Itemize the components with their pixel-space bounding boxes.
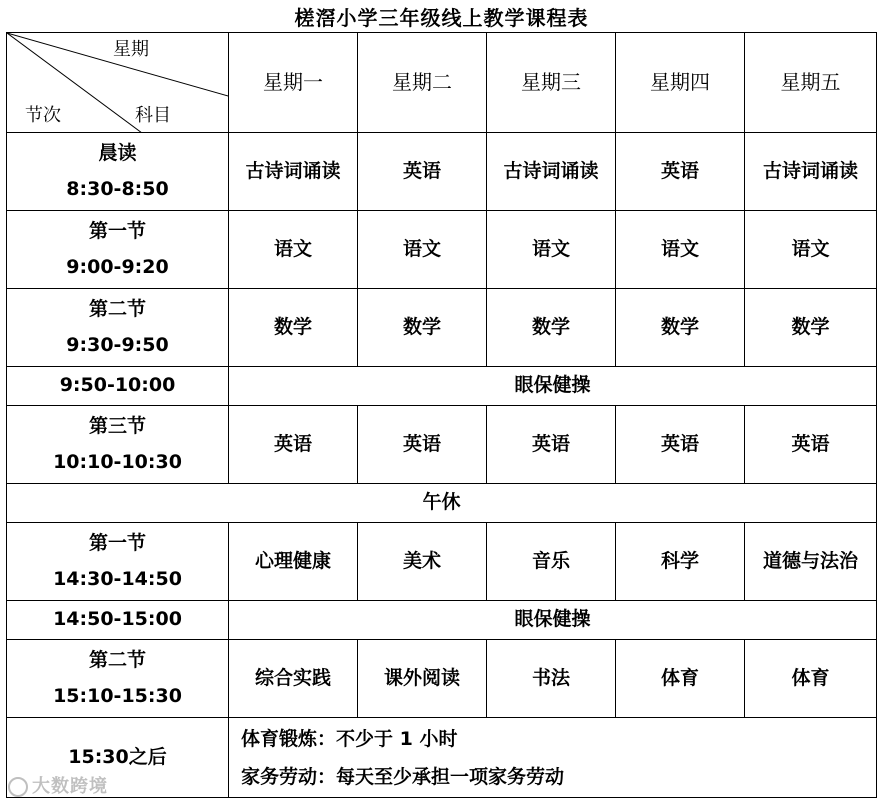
subject-cell: 综合实践 — [229, 640, 358, 718]
subject-cell: 语文 — [229, 211, 358, 289]
lunch-break-cell: 午休 — [7, 484, 877, 523]
table-row — [7, 601, 877, 640]
subject-cell: 科学 — [616, 523, 745, 601]
period-cell — [7, 523, 229, 601]
subject-cell: 英语 — [358, 133, 487, 211]
subject-cell: 英语 — [616, 133, 745, 211]
table-row — [7, 133, 877, 211]
subject-cell: 体育 — [745, 640, 877, 718]
period-time: 8:30-8:50 — [66, 177, 169, 200]
period-time: 14:30-14:50 — [53, 567, 182, 590]
subject-cell: 书法 — [487, 640, 616, 718]
period-time: 9:30-9:50 — [66, 333, 169, 356]
day-header: 星期四 — [616, 33, 745, 133]
subject-cell: 英语 — [487, 406, 616, 484]
subject-cell: 语文 — [616, 211, 745, 289]
period-time: 10:10-10:30 — [53, 450, 182, 473]
period-time: 9:50-10:00 — [7, 367, 229, 406]
table-row — [7, 523, 877, 601]
corner-subject-label: 科目 — [135, 105, 171, 126]
table-row — [7, 289, 877, 367]
eye-exercise-cell: 眼保健操 — [229, 601, 877, 640]
subject-cell: 英语 — [745, 406, 877, 484]
table-row — [7, 211, 877, 289]
subject-cell: 体育 — [616, 640, 745, 718]
subject-cell: 古诗词诵读 — [229, 133, 358, 211]
day-header: 星期一 — [229, 33, 358, 133]
period-cell — [7, 640, 229, 718]
subject-cell: 课外阅读 — [358, 640, 487, 718]
day-header: 星期二 — [358, 33, 487, 133]
corner-cell — [7, 33, 229, 133]
period-name: 第二节 — [88, 649, 146, 672]
subject-cell: 数学 — [358, 289, 487, 367]
exercise-note: 体育锻炼：不少于 1 小时 — [241, 727, 458, 750]
period-name: 第二节 — [88, 298, 146, 321]
period-time: 14:50-15:00 — [7, 601, 229, 640]
after-school-notes — [229, 718, 877, 798]
subject-cell: 道德与法治 — [745, 523, 877, 601]
corner-week-label: 星期 — [113, 39, 149, 60]
subject-cell: 语文 — [358, 211, 487, 289]
table-row — [7, 484, 877, 523]
subject-cell: 古诗词诵读 — [487, 133, 616, 211]
period-time: 15:30之后 — [7, 718, 229, 798]
subject-cell: 心理健康 — [229, 523, 358, 601]
period-cell — [7, 133, 229, 211]
subject-cell: 数学 — [745, 289, 877, 367]
day-header: 星期五 — [745, 33, 877, 133]
watermark-logo-icon — [8, 777, 28, 797]
subject-cell: 语文 — [745, 211, 877, 289]
period-name: 第一节 — [88, 220, 146, 243]
subject-cell: 英语 — [229, 406, 358, 484]
day-header: 星期三 — [487, 33, 616, 133]
period-time: 15:10-15:30 — [53, 684, 182, 707]
period-time: 9:00-9:20 — [66, 255, 169, 278]
subject-cell: 古诗词诵读 — [745, 133, 877, 211]
corner-period-label: 节次 — [25, 105, 61, 126]
table-row — [7, 718, 877, 798]
period-name: 第一节 — [88, 532, 146, 555]
table-row — [7, 640, 877, 718]
housework-note: 家务劳动：每天至少承担一项家务劳动 — [241, 765, 565, 788]
eye-exercise-cell: 眼保健操 — [229, 367, 877, 406]
watermark — [8, 772, 108, 798]
header-row — [7, 33, 877, 133]
period-cell — [7, 289, 229, 367]
table-row — [7, 367, 877, 406]
watermark-text: 大数跨境 — [32, 776, 108, 797]
subject-cell: 英语 — [358, 406, 487, 484]
subject-cell: 音乐 — [487, 523, 616, 601]
subject-cell: 数学 — [616, 289, 745, 367]
period-name: 第三节 — [88, 415, 146, 438]
subject-cell: 英语 — [616, 406, 745, 484]
subject-cell: 语文 — [487, 211, 616, 289]
page-title: 槎滘小学三年级线上教学课程表 — [294, 6, 589, 30]
schedule-table — [6, 32, 877, 798]
period-name: 晨读 — [98, 142, 137, 165]
period-cell — [7, 406, 229, 484]
subject-cell: 数学 — [229, 289, 358, 367]
subject-cell: 数学 — [487, 289, 616, 367]
period-cell — [7, 211, 229, 289]
table-row — [7, 406, 877, 484]
subject-cell: 美术 — [358, 523, 487, 601]
